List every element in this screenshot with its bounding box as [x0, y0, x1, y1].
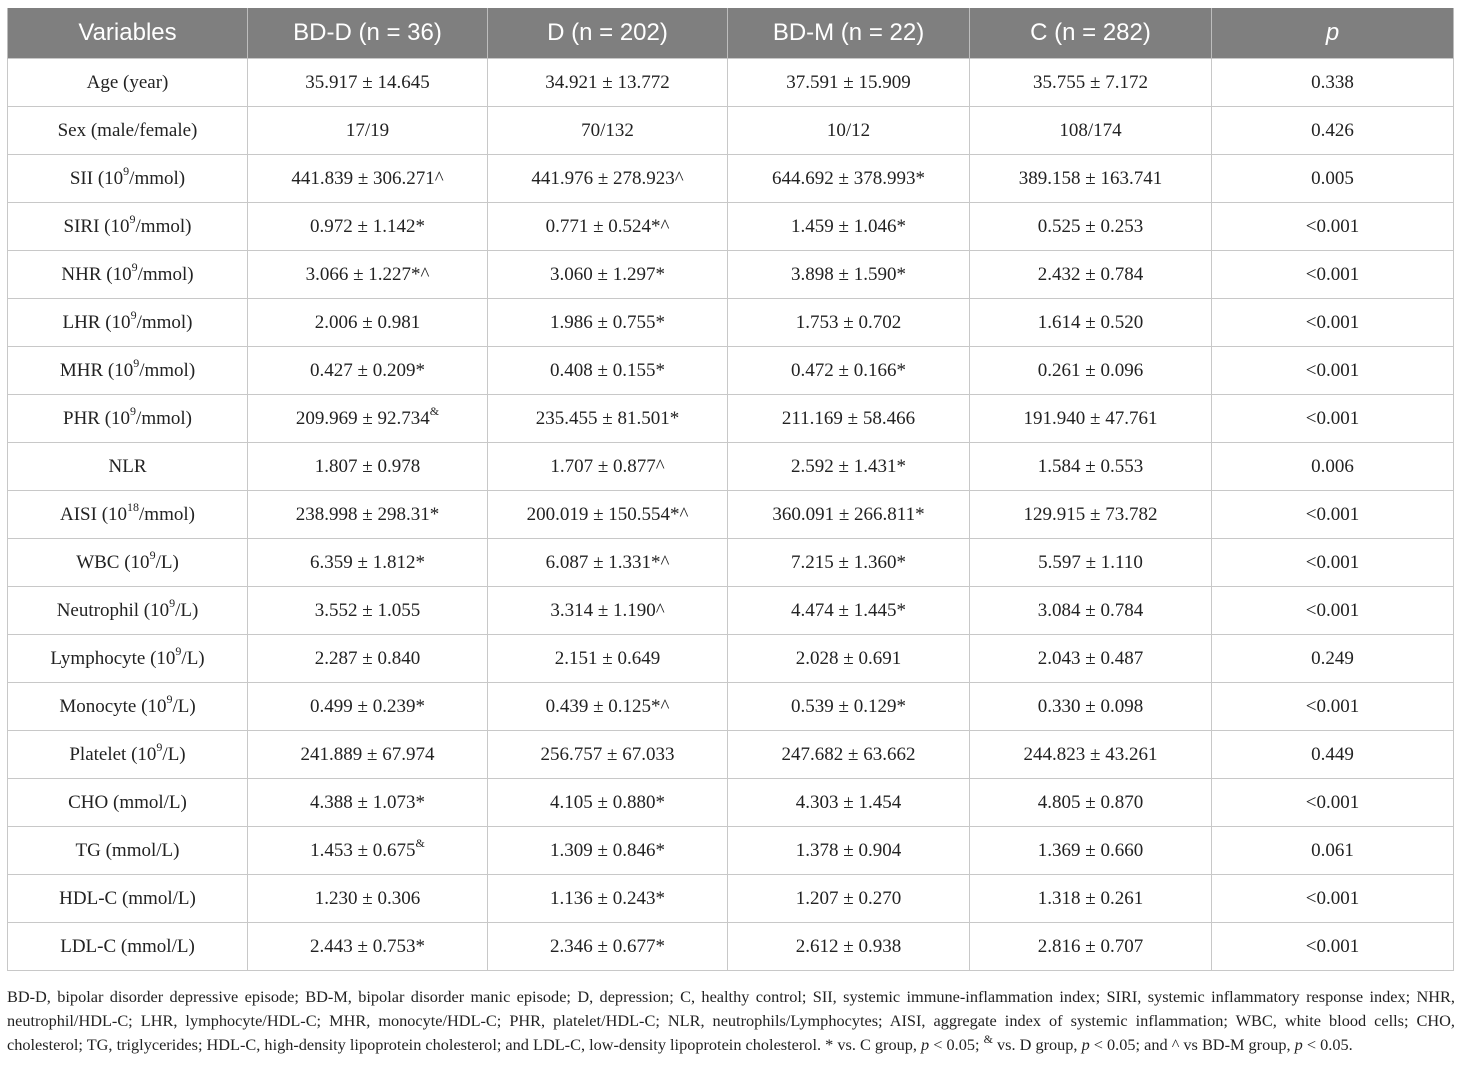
value-cell: 4.388 ± 1.073* — [248, 779, 488, 827]
footnote-caret-note: and ^ vs BD-M group, — [1140, 1035, 1295, 1054]
variable-cell: SII $(10^9/mmol)$ — [8, 155, 248, 203]
table-row — [8, 203, 1454, 251]
value-cell: 209.969 ± 92.734& — [248, 395, 488, 443]
value-cell: 3.898 ± 1.590* — [728, 251, 970, 299]
value-cell: 2.443 ± 0.753* — [248, 923, 488, 971]
value-cell: 35.755 ± 7.172 — [970, 59, 1212, 107]
variable-cell: NLR — [8, 443, 248, 491]
value-cell: 2.346 ± 0.677* — [488, 923, 728, 971]
value-cell: <0.001 — [1212, 779, 1454, 827]
footnote-star-note: * vs. C group, — [825, 1035, 922, 1054]
value-cell: 3.084 ± 0.784 — [970, 587, 1212, 635]
value-cell: 5.597 ± 1.110 — [970, 539, 1212, 587]
value-cell: <0.001 — [1212, 347, 1454, 395]
value-cell: 4.105 ± 0.880* — [488, 779, 728, 827]
table-row — [8, 779, 1454, 827]
value-cell: 0.525 ± 0.253 — [970, 203, 1212, 251]
value-cell: 34.921 ± 13.772 — [488, 59, 728, 107]
value-cell: 644.692 ± 378.993* — [728, 155, 970, 203]
variable-cell: WBC $(10^9/L)$ — [8, 539, 248, 587]
value-cell: 1.986 ± 0.755* — [488, 299, 728, 347]
footnote-text: BD-D, bipolar disorder depressive episode; BD-M, bipolar disorder manic episode; D, depression; C, healthy control; SII, systemic immune-inflammation index; SIRI, systemic inflammatory response index; NHR, neutrophil/HDL-C; LHR, lymphocyte/HDL-C; MHR, monocyte/HDL-C; PHR, platelet/HDL-C; NLR, neutrophils/Lymphocytes; AISI, aggregate index of systemic inflammation; WBC, white blood cells; CHO, cholesterol; TG, triglycerides; HDL-C, high-density lipoprotein cholesterol; and LDL-C, low-density lipoprotein cholesterol. — [7, 987, 1455, 1054]
value-cell: 4.805 ± 0.870 — [970, 779, 1212, 827]
value-cell: 0.006 — [1212, 443, 1454, 491]
value-cell: 0.408 ± 0.155* — [488, 347, 728, 395]
value-cell: 0.439 ± 0.125*^ — [488, 683, 728, 731]
footnote-p-symbol: p — [921, 1035, 930, 1054]
value-cell: 191.940 ± 47.761 — [970, 395, 1212, 443]
value-cell: 389.158 ± 163.741 — [970, 155, 1212, 203]
value-cell: 360.091 ± 266.811* — [728, 491, 970, 539]
value-cell: 7.215 ± 1.360* — [728, 539, 970, 587]
value-cell: 0.539 ± 0.129* — [728, 683, 970, 731]
value-cell: 0.005 — [1212, 155, 1454, 203]
variable-cell: Platelet $(10^9/L)$ — [8, 731, 248, 779]
value-cell: 3.552 ± 1.055 — [248, 587, 488, 635]
variable-cell: NHR $(10^9/mmol)$ — [8, 251, 248, 299]
variable-cell: Sex (male/female) — [8, 107, 248, 155]
column-header: BD-M (n = 22) — [728, 8, 970, 59]
footnote-p-symbol-3: p — [1294, 1035, 1303, 1054]
table-row — [8, 923, 1454, 971]
value-cell: 0.771 ± 0.524*^ — [488, 203, 728, 251]
table-row — [8, 683, 1454, 731]
footnote-threshold: < 0.05; — [929, 1035, 980, 1054]
value-cell: <0.001 — [1212, 395, 1454, 443]
variable-cell: AISI $(10^{18}/mmol)$ — [8, 491, 248, 539]
value-cell: 0.499 ± 0.239* — [248, 683, 488, 731]
variable-cell: Neutrophil $(10^9/L)$ — [8, 587, 248, 635]
variable-cell: SIRI $(10^9/mmol)$ — [8, 203, 248, 251]
value-cell: 35.917 ± 14.645 — [248, 59, 488, 107]
value-cell: 4.303 ± 1.454 — [728, 779, 970, 827]
value-cell: 0.330 ± 0.098 — [970, 683, 1212, 731]
value-cell: 0.261 ± 0.096 — [970, 347, 1212, 395]
table-row — [8, 59, 1454, 107]
variable-cell: PHR $(10^9/mmol)$ — [8, 395, 248, 443]
table-row — [8, 875, 1454, 923]
table-row — [8, 251, 1454, 299]
value-cell: <0.001 — [1212, 923, 1454, 971]
value-cell: 2.151 ± 0.649 — [488, 635, 728, 683]
table-container — [7, 8, 1453, 971]
value-cell: 256.757 ± 67.033 — [488, 731, 728, 779]
value-cell: 244.823 ± 43.261 — [970, 731, 1212, 779]
value-cell: 238.998 ± 298.31* — [248, 491, 488, 539]
variable-cell: MHR $(10^9/mmol)$ — [8, 347, 248, 395]
value-cell: 6.359 ± 1.812* — [248, 539, 488, 587]
value-cell: 0.472 ± 0.166* — [728, 347, 970, 395]
value-cell: 0.061 — [1212, 827, 1454, 875]
table-row — [8, 827, 1454, 875]
table-row — [8, 155, 1454, 203]
value-cell: 2.592 ± 1.431* — [728, 443, 970, 491]
value-cell: 3.066 ± 1.227*^ — [248, 251, 488, 299]
value-cell: 0.972 ± 1.142* — [248, 203, 488, 251]
value-cell: 0.427 ± 0.209* — [248, 347, 488, 395]
value-cell: 1.207 ± 0.270 — [728, 875, 970, 923]
variable-cell: CHO (mmol/L) — [8, 779, 248, 827]
value-cell: 235.455 ± 81.501* — [488, 395, 728, 443]
table-row — [8, 635, 1454, 683]
value-cell: <0.001 — [1212, 299, 1454, 347]
table-row — [8, 395, 1454, 443]
column-header: BD-D (n = 36) — [248, 8, 488, 59]
value-cell: 1.584 ± 0.553 — [970, 443, 1212, 491]
value-cell: 0.338 — [1212, 59, 1454, 107]
column-header: p — [1212, 8, 1454, 59]
value-cell: 0.449 — [1212, 731, 1454, 779]
value-cell: <0.001 — [1212, 539, 1454, 587]
value-cell: 1.230 ± 0.306 — [248, 875, 488, 923]
column-header: Variables — [8, 8, 248, 59]
value-cell: 2.043 ± 0.487 — [970, 635, 1212, 683]
variable-cell: Monocyte $(10^9/L)$ — [8, 683, 248, 731]
variable-cell: LHR $(10^9/mmol)$ — [8, 299, 248, 347]
value-cell: <0.001 — [1212, 251, 1454, 299]
value-cell: 1.459 ± 1.046* — [728, 203, 970, 251]
value-cell: <0.001 — [1212, 683, 1454, 731]
value-cell: 0.249 — [1212, 635, 1454, 683]
variable-cell: HDL-C (mmol/L) — [8, 875, 248, 923]
column-header: D (n = 202) — [488, 8, 728, 59]
table-row — [8, 491, 1454, 539]
value-cell: <0.001 — [1212, 587, 1454, 635]
value-cell: 3.314 ± 1.190^ — [488, 587, 728, 635]
value-cell: 2.816 ± 0.707 — [970, 923, 1212, 971]
value-cell: 441.976 ± 278.923^ — [488, 155, 728, 203]
table-row — [8, 539, 1454, 587]
value-cell: 1.753 ± 0.702 — [728, 299, 970, 347]
variable-cell: LDL-C (mmol/L) — [8, 923, 248, 971]
value-cell: 247.682 ± 63.662 — [728, 731, 970, 779]
value-cell: <0.001 — [1212, 203, 1454, 251]
variable-cell: Age (year) — [8, 59, 248, 107]
value-cell: 10/12 — [728, 107, 970, 155]
variable-cell: TG (mmol/L) — [8, 827, 248, 875]
variable-cell: Lymphocyte $(10^9/L)$ — [8, 635, 248, 683]
value-cell: 37.591 ± 15.909 — [728, 59, 970, 107]
value-cell: 108/174 — [970, 107, 1212, 155]
value-cell: 1.378 ± 0.904 — [728, 827, 970, 875]
table-row — [8, 731, 1454, 779]
table-body — [8, 59, 1454, 971]
value-cell: 200.019 ± 150.554*^ — [488, 491, 728, 539]
value-cell: 441.839 ± 306.271^ — [248, 155, 488, 203]
footnote-end: < 0.05. — [1302, 1035, 1353, 1054]
value-cell: 129.915 ± 73.782 — [970, 491, 1212, 539]
value-cell: 2.287 ± 0.840 — [248, 635, 488, 683]
value-cell: 1.309 ± 0.846* — [488, 827, 728, 875]
value-cell: 2.028 ± 0.691 — [728, 635, 970, 683]
value-cell: <0.001 — [1212, 875, 1454, 923]
column-header: C (n = 282) — [970, 8, 1212, 59]
footnote-p-symbol-2: p — [1081, 1035, 1090, 1054]
value-cell: 2.612 ± 0.938 — [728, 923, 970, 971]
data-table — [7, 8, 1454, 971]
value-cell: <0.001 — [1212, 491, 1454, 539]
value-cell: 2.006 ± 0.981 — [248, 299, 488, 347]
footnote-amp-note: vs. D group, — [992, 1035, 1082, 1054]
table-row — [8, 347, 1454, 395]
value-cell: 1.318 ± 0.261 — [970, 875, 1212, 923]
value-cell: 1.453 ± 0.675& — [248, 827, 488, 875]
value-cell: 241.889 ± 67.974 — [248, 731, 488, 779]
value-cell: 4.474 ± 1.445* — [728, 587, 970, 635]
value-cell: 1.807 ± 0.978 — [248, 443, 488, 491]
table-header-row — [8, 8, 1454, 59]
value-cell: 70/132 — [488, 107, 728, 155]
value-cell: 6.087 ± 1.331*^ — [488, 539, 728, 587]
value-cell: 1.707 ± 0.877^ — [488, 443, 728, 491]
value-cell: 0.426 — [1212, 107, 1454, 155]
value-cell: 1.136 ± 0.243* — [488, 875, 728, 923]
table-footnote — [7, 985, 1455, 1057]
table-row — [8, 443, 1454, 491]
value-cell: 2.432 ± 0.784 — [970, 251, 1212, 299]
value-cell: 1.614 ± 0.520 — [970, 299, 1212, 347]
value-cell: 1.369 ± 0.660 — [970, 827, 1212, 875]
footnote-amp-marker: & — [983, 1031, 993, 1046]
value-cell: 3.060 ± 1.297* — [488, 251, 728, 299]
footnote-threshold-2: < 0.05; — [1089, 1035, 1141, 1054]
table-row — [8, 107, 1454, 155]
table-row — [8, 299, 1454, 347]
value-cell: 17/19 — [248, 107, 488, 155]
value-cell: 211.169 ± 58.466 — [728, 395, 970, 443]
table-row — [8, 587, 1454, 635]
